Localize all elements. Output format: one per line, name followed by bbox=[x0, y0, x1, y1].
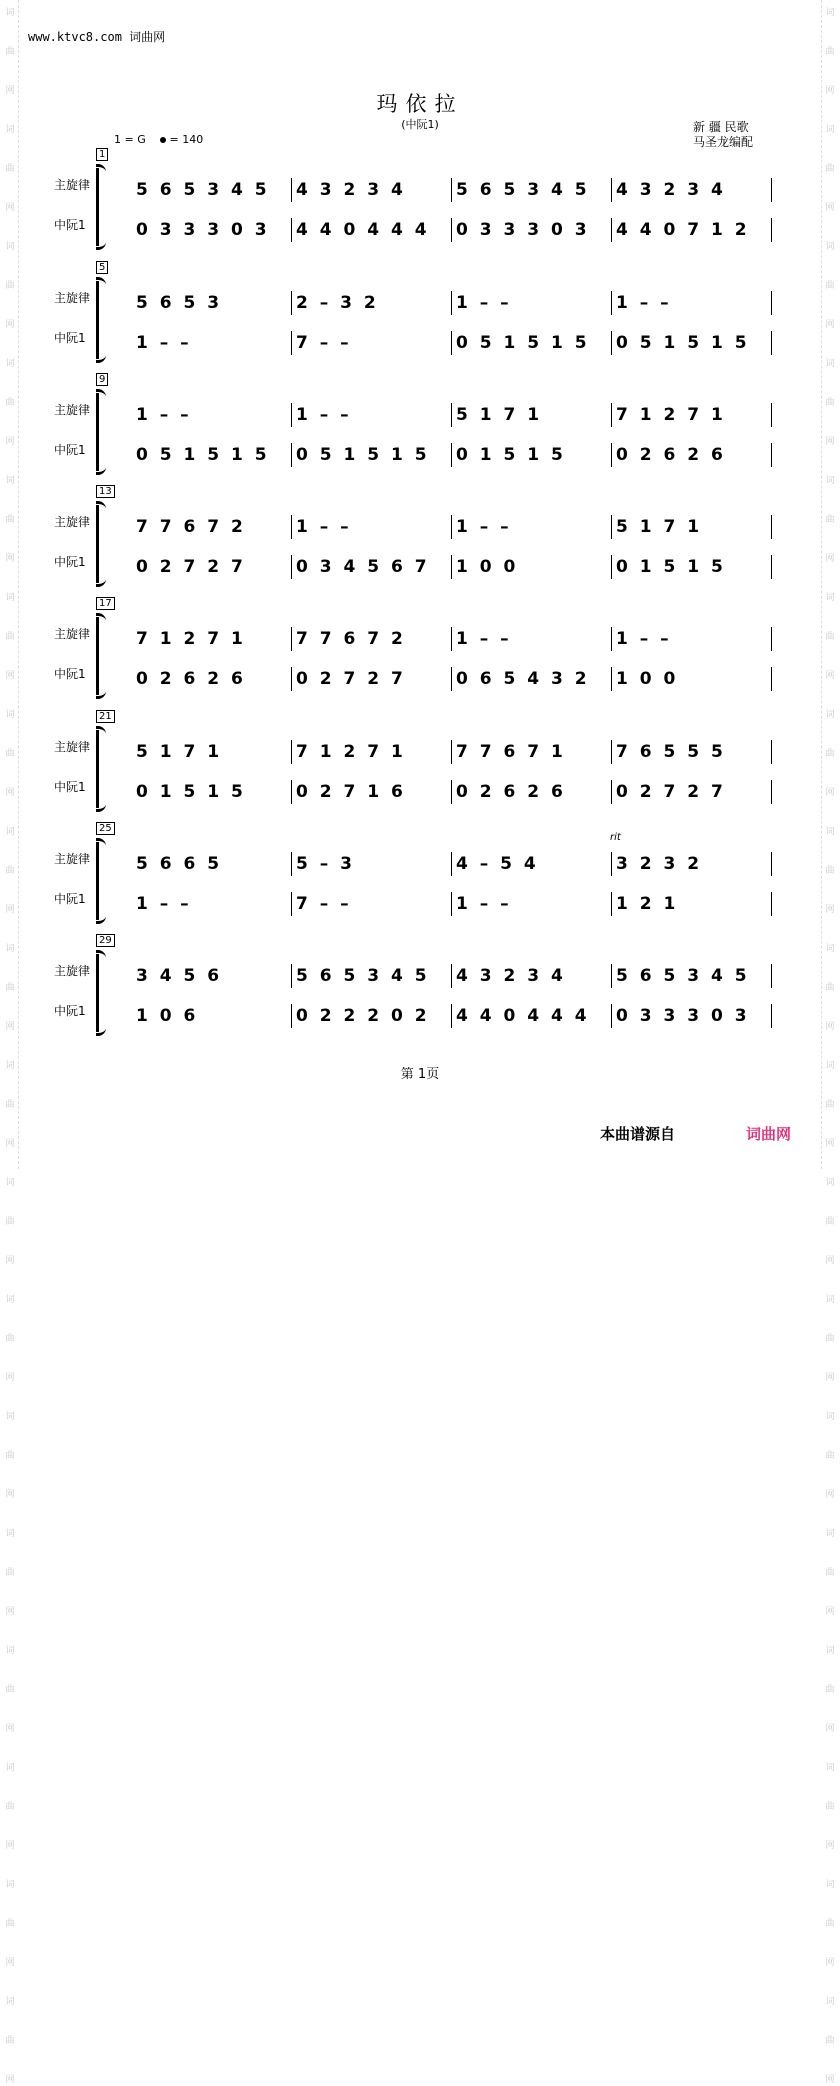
watermark-char: 词 bbox=[5, 1763, 15, 1773]
watermark-char: 曲 bbox=[825, 1685, 835, 1695]
tempo-value: = 140 bbox=[169, 133, 204, 146]
ruan-line bbox=[132, 327, 772, 355]
measure: 0 2 7 2 7 bbox=[292, 667, 452, 691]
watermark-char: 曲 bbox=[5, 866, 15, 876]
measure: 7 – – bbox=[292, 331, 452, 355]
measure: 0 5 1 5 1 5 bbox=[612, 331, 772, 355]
measure: 1 – – bbox=[452, 892, 612, 916]
watermark-char: 词 bbox=[5, 476, 15, 486]
measure: 0 5 1 5 1 5 bbox=[132, 443, 292, 467]
watermark-char: 网 bbox=[5, 1139, 15, 1149]
measure: 7 – – bbox=[292, 892, 452, 916]
watermark-char: 网 bbox=[5, 203, 15, 213]
watermark-char: 曲 bbox=[5, 983, 15, 993]
watermark-char: 词 bbox=[5, 1529, 15, 1539]
part-label-melody: 主旋律 bbox=[54, 964, 91, 978]
watermark-char: 词 bbox=[825, 359, 835, 369]
watermark-char: 词 bbox=[825, 1529, 835, 1539]
watermark-char: 网 bbox=[825, 905, 835, 915]
measure: 5 – 3 bbox=[292, 852, 452, 876]
watermark-char: 曲 bbox=[5, 2036, 15, 2046]
source-label: 本曲谱源自 bbox=[600, 1125, 676, 1143]
measure: 1 2 1 bbox=[612, 892, 772, 916]
measure: 5 6 5 3 4 5 bbox=[452, 178, 612, 202]
measure: 5 6 6 5 bbox=[132, 852, 292, 876]
measure: 0 1 5 1 5 bbox=[452, 443, 612, 467]
page-number: 第 1页 bbox=[400, 1067, 440, 1082]
part-label-ruan: 中阮1 bbox=[54, 331, 86, 345]
watermark-char: 曲 bbox=[5, 1568, 15, 1578]
measure: 5 1 7 1 bbox=[612, 515, 772, 539]
watermark-char: 网 bbox=[5, 1022, 15, 1032]
watermark-char: 网 bbox=[825, 1490, 835, 1500]
measure: 4 4 0 7 1 2 bbox=[612, 218, 772, 242]
measure: 1 – – bbox=[292, 515, 452, 539]
watermark-char: 曲 bbox=[5, 164, 15, 174]
watermark-char: 网 bbox=[825, 1256, 835, 1266]
watermark-char: 曲 bbox=[5, 515, 15, 525]
watermark-char: 网 bbox=[5, 1841, 15, 1851]
part-label-ruan: 中阮1 bbox=[54, 218, 86, 232]
ruan-line bbox=[132, 439, 772, 467]
key-signature: 1 = G bbox=[114, 133, 146, 146]
measure: 7 7 6 7 2 bbox=[132, 515, 292, 539]
watermark-char: 曲 bbox=[825, 1919, 835, 1929]
system-brace bbox=[96, 954, 103, 1032]
watermark-char: 网 bbox=[825, 320, 835, 330]
watermark-char: 网 bbox=[5, 554, 15, 564]
system-brace bbox=[96, 617, 103, 695]
watermark-char: 曲 bbox=[5, 1100, 15, 1110]
watermark-char: 词 bbox=[825, 242, 835, 252]
watermark-char: 曲 bbox=[825, 983, 835, 993]
site-name: 词曲网 bbox=[129, 30, 166, 44]
watermark-char: 词 bbox=[825, 1412, 835, 1422]
source-name: 词曲网 bbox=[746, 1125, 792, 1143]
watermark-char: 词 bbox=[5, 359, 15, 369]
watermark-char: 曲 bbox=[5, 398, 15, 408]
measure: 1 – – bbox=[452, 515, 612, 539]
measure: 5 1 7 1 bbox=[132, 740, 292, 764]
site-url: www.ktvc8.com bbox=[28, 30, 122, 44]
measure: 5 6 5 3 4 5 bbox=[292, 964, 452, 988]
watermark-char: 词 bbox=[5, 827, 15, 837]
measure: 0 1 5 1 5 bbox=[132, 780, 292, 804]
measure: 0 5 1 5 1 5 bbox=[292, 443, 452, 467]
measure: 0 2 7 2 7 bbox=[612, 780, 772, 804]
melody-line bbox=[132, 736, 772, 764]
measure: 1 0 0 bbox=[452, 555, 612, 579]
watermark-char: 词 bbox=[5, 1295, 15, 1305]
song-origin: 新 疆 民歌 bbox=[693, 120, 749, 134]
watermark-char: 曲 bbox=[825, 515, 835, 525]
watermark-char: 词 bbox=[825, 1178, 835, 1188]
part-label-ruan: 中阮1 bbox=[54, 892, 86, 906]
measure: 1 – – bbox=[452, 291, 612, 315]
right-watermark-strip bbox=[821, 0, 838, 2085]
score-system bbox=[50, 598, 770, 701]
watermark-char: 网 bbox=[5, 671, 15, 681]
watermark-char: 曲 bbox=[825, 1451, 835, 1461]
watermark-char: 网 bbox=[5, 905, 15, 915]
measure: 0 2 7 2 7 bbox=[132, 555, 292, 579]
measure: 4 4 0 4 4 4 bbox=[292, 218, 452, 242]
part-label-ruan: 中阮1 bbox=[54, 555, 86, 569]
score-system bbox=[50, 374, 770, 477]
watermark-char: 曲 bbox=[825, 866, 835, 876]
watermark-char: 词 bbox=[825, 1763, 835, 1773]
watermark-char: 网 bbox=[825, 554, 835, 564]
melody-line bbox=[132, 848, 772, 876]
system-brace bbox=[96, 730, 103, 808]
melody-line bbox=[132, 399, 772, 427]
watermark-char: 曲 bbox=[5, 632, 15, 642]
measure: 0 3 3 3 0 3 bbox=[132, 218, 292, 242]
watermark-char: 曲 bbox=[5, 749, 15, 759]
measure-number: 25 bbox=[96, 822, 115, 835]
watermark-char: 词 bbox=[825, 1880, 835, 1890]
watermark-char: 词 bbox=[5, 8, 15, 18]
watermark-char: 曲 bbox=[825, 281, 835, 291]
score-system bbox=[50, 711, 770, 814]
watermark-char: 网 bbox=[825, 2075, 835, 2085]
measure: 0 3 4 5 6 7 bbox=[292, 555, 452, 579]
measure: 4 3 2 3 4 bbox=[612, 178, 772, 202]
part-label-melody: 主旋律 bbox=[54, 515, 91, 529]
melody-line bbox=[132, 174, 772, 202]
measure: 1 – – bbox=[132, 403, 292, 427]
measure: 5 6 5 3 4 5 bbox=[132, 178, 292, 202]
measure: 0 2 2 2 0 2 bbox=[292, 1004, 452, 1028]
measure: 0 3 3 3 0 3 bbox=[452, 218, 612, 242]
watermark-char: 词 bbox=[5, 242, 15, 252]
measure-number: 17 bbox=[96, 597, 115, 610]
part-label-ruan: 中阮1 bbox=[54, 1004, 86, 1018]
score-subtitle: (中阮1) bbox=[401, 118, 439, 131]
watermark-char: 词 bbox=[5, 1880, 15, 1890]
watermark-char: 曲 bbox=[825, 1100, 835, 1110]
system-brace bbox=[96, 168, 103, 246]
measure: 5 6 5 3 4 5 bbox=[612, 964, 772, 988]
site-watermark bbox=[28, 28, 165, 45]
watermark-char: 网 bbox=[5, 1958, 15, 1968]
score-system bbox=[50, 486, 770, 589]
measure-number: 9 bbox=[96, 373, 108, 386]
watermark-char: 曲 bbox=[5, 1802, 15, 1812]
ruan-line bbox=[132, 1000, 772, 1028]
melody-line bbox=[132, 287, 772, 315]
left-watermark-strip bbox=[2, 0, 19, 2085]
watermark-char: 网 bbox=[825, 1022, 835, 1032]
watermark-char: 词 bbox=[825, 827, 835, 837]
watermark-char: 词 bbox=[5, 1178, 15, 1188]
measure-number: 29 bbox=[96, 934, 115, 947]
measure: 1 – – bbox=[292, 403, 452, 427]
watermark-char: 曲 bbox=[825, 164, 835, 174]
watermark-char: 网 bbox=[5, 1256, 15, 1266]
watermark-char: 词 bbox=[825, 710, 835, 720]
measure: 0 6 5 4 3 2 bbox=[452, 667, 612, 691]
quarter-note-icon bbox=[160, 137, 166, 143]
score-title: 玛依拉 bbox=[376, 92, 464, 116]
measure: 0 1 5 1 5 bbox=[612, 555, 772, 579]
arranger-credit: 马圣龙编配 bbox=[693, 135, 754, 149]
measure: 1 – – bbox=[132, 892, 292, 916]
watermark-char: 网 bbox=[825, 437, 835, 447]
watermark-char: 词 bbox=[825, 1295, 835, 1305]
system-brace bbox=[96, 281, 103, 359]
measure-number: 21 bbox=[96, 710, 115, 723]
watermark-char: 网 bbox=[5, 2075, 15, 2085]
watermark-char: 网 bbox=[5, 320, 15, 330]
watermark-char: 网 bbox=[5, 788, 15, 798]
measure: 1 0 0 bbox=[612, 667, 772, 691]
measure: 7 7 6 7 2 bbox=[292, 627, 452, 651]
tempo-marking bbox=[160, 133, 203, 146]
measure: 7 6 5 5 5 bbox=[612, 740, 772, 764]
measure: 4 4 0 4 4 4 bbox=[452, 1004, 612, 1028]
ruan-line bbox=[132, 776, 772, 804]
measure: 0 2 6 2 6 bbox=[612, 443, 772, 467]
part-label-melody: 主旋律 bbox=[54, 178, 91, 192]
watermark-char: 曲 bbox=[5, 1451, 15, 1461]
part-label-melody: 主旋律 bbox=[54, 852, 91, 866]
measure: 7 1 2 7 1 bbox=[612, 403, 772, 427]
watermark-char: 词 bbox=[825, 593, 835, 603]
melody-line bbox=[132, 960, 772, 988]
watermark-char: 曲 bbox=[825, 749, 835, 759]
watermark-char: 词 bbox=[825, 476, 835, 486]
watermark-char: 网 bbox=[5, 1724, 15, 1734]
watermark-char: 曲 bbox=[5, 1685, 15, 1695]
watermark-char: 网 bbox=[5, 1607, 15, 1617]
watermark-char: 网 bbox=[825, 1841, 835, 1851]
score-system bbox=[50, 149, 770, 252]
watermark-char: 网 bbox=[825, 1139, 835, 1149]
melody-line bbox=[132, 623, 772, 651]
watermark-char: 曲 bbox=[825, 1802, 835, 1812]
ruan-line bbox=[132, 551, 772, 579]
part-label-ruan: 中阮1 bbox=[54, 780, 86, 794]
system-brace bbox=[96, 505, 103, 583]
watermark-char: 词 bbox=[5, 1061, 15, 1071]
measure: 0 2 6 2 6 bbox=[452, 780, 612, 804]
measure-number: 5 bbox=[96, 261, 108, 274]
ruan-line bbox=[132, 663, 772, 691]
measure: 4 – 5 4 bbox=[452, 852, 612, 876]
measure: 3 2 3 2 bbox=[612, 852, 772, 876]
watermark-char: 网 bbox=[825, 86, 835, 96]
watermark-char: 词 bbox=[5, 593, 15, 603]
measure: 3 4 5 6 bbox=[132, 964, 292, 988]
measure-number: 1 bbox=[96, 148, 108, 161]
watermark-char: 词 bbox=[825, 1997, 835, 2007]
watermark-char: 曲 bbox=[5, 1919, 15, 1929]
score-system bbox=[50, 823, 770, 926]
watermark-char: 网 bbox=[825, 1724, 835, 1734]
measure: 0 5 1 5 1 5 bbox=[452, 331, 612, 355]
measure: 1 – – bbox=[132, 331, 292, 355]
watermark-char: 网 bbox=[825, 1373, 835, 1383]
measure: 7 1 2 7 1 bbox=[292, 740, 452, 764]
watermark-char: 词 bbox=[825, 1061, 835, 1071]
watermark-char: 曲 bbox=[5, 1217, 15, 1227]
watermark-char: 网 bbox=[5, 1373, 15, 1383]
watermark-char: 网 bbox=[825, 1958, 835, 1968]
measure: 7 1 2 7 1 bbox=[132, 627, 292, 651]
watermark-char: 曲 bbox=[5, 1334, 15, 1344]
measure: 0 2 7 1 6 bbox=[292, 780, 452, 804]
score-system bbox=[50, 262, 770, 365]
watermark-char: 曲 bbox=[825, 1217, 835, 1227]
measure: 1 – – bbox=[612, 627, 772, 651]
measure: 1 – – bbox=[452, 627, 612, 651]
score-system bbox=[50, 935, 770, 1038]
watermark-char: 词 bbox=[825, 125, 835, 135]
ruan-line bbox=[132, 888, 772, 916]
watermark-char: 曲 bbox=[825, 398, 835, 408]
watermark-char: 词 bbox=[5, 1646, 15, 1656]
part-label-melody: 主旋律 bbox=[54, 403, 91, 417]
part-label-melody: 主旋律 bbox=[54, 291, 91, 305]
system-brace bbox=[96, 842, 103, 920]
watermark-char: 曲 bbox=[5, 281, 15, 291]
watermark-char: 网 bbox=[825, 788, 835, 798]
watermark-char: 词 bbox=[5, 1997, 15, 2007]
rit-marking: rit bbox=[610, 832, 621, 843]
watermark-char: 网 bbox=[5, 86, 15, 96]
watermark-char: 词 bbox=[5, 944, 15, 954]
watermark-char: 网 bbox=[825, 1607, 835, 1617]
part-label-ruan: 中阮1 bbox=[54, 667, 86, 681]
ruan-line bbox=[132, 214, 772, 242]
measure: 4 3 2 3 4 bbox=[292, 178, 452, 202]
watermark-char: 词 bbox=[5, 1412, 15, 1422]
measure: 1 0 6 bbox=[132, 1004, 292, 1028]
system-brace bbox=[96, 393, 103, 471]
part-label-ruan: 中阮1 bbox=[54, 443, 86, 457]
watermark-char: 网 bbox=[825, 671, 835, 681]
measure: 5 1 7 1 bbox=[452, 403, 612, 427]
measure-number: 13 bbox=[96, 485, 115, 498]
watermark-char: 网 bbox=[5, 437, 15, 447]
measure: 7 7 6 7 1 bbox=[452, 740, 612, 764]
watermark-char: 曲 bbox=[825, 2036, 835, 2046]
measure: 2 – 3 2 bbox=[292, 291, 452, 315]
watermark-char: 网 bbox=[5, 1490, 15, 1500]
part-label-melody: 主旋律 bbox=[54, 740, 91, 754]
melody-line bbox=[132, 511, 772, 539]
watermark-char: 词 bbox=[825, 8, 835, 18]
measure: 4 3 2 3 4 bbox=[452, 964, 612, 988]
watermark-char: 曲 bbox=[825, 1334, 835, 1344]
measure: 0 3 3 3 0 3 bbox=[612, 1004, 772, 1028]
watermark-char: 曲 bbox=[825, 632, 835, 642]
measure: 0 2 6 2 6 bbox=[132, 667, 292, 691]
watermark-char: 词 bbox=[5, 710, 15, 720]
watermark-char: 网 bbox=[825, 203, 835, 213]
watermark-char: 曲 bbox=[825, 47, 835, 57]
measure: 5 6 5 3 bbox=[132, 291, 292, 315]
watermark-char: 曲 bbox=[5, 47, 15, 57]
watermark-char: 词 bbox=[5, 125, 15, 135]
watermark-char: 词 bbox=[825, 1646, 835, 1656]
watermark-char: 词 bbox=[825, 944, 835, 954]
watermark-char: 曲 bbox=[825, 1568, 835, 1578]
measure: 1 – – bbox=[612, 291, 772, 315]
part-label-melody: 主旋律 bbox=[54, 627, 91, 641]
